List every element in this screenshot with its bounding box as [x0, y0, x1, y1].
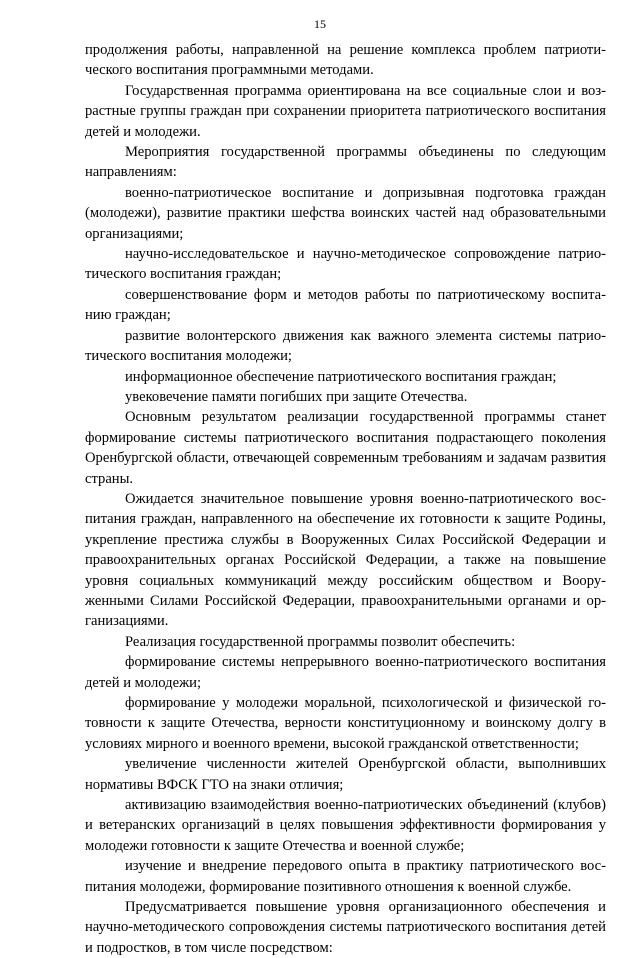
list-item-best-practices: изучение и внедрение передового опыта в практику патриотического воспитания молодежи, формирование позитивного отношения к военной службе.	[85, 858, 606, 895]
paragraph-program-orientation: Государственная программа ориентирована на все социальные слои и возрастные группы граждан при сохранении приоритета патриотического воспитания детей и молодежи.	[85, 82, 606, 140]
list-item-gto-norms: увеличение численности жителей Оренбургской области, выполнивших нормативы ВФСК ГТО на знаки отличия;	[85, 756, 606, 793]
list-item-continuous-system: формирование системы непрерывного военно-патриотического воспитания детей и молодежи;	[85, 654, 606, 691]
paragraph-program-outcomes-intro: Реализация государственной программы позволит обеспечить:	[125, 633, 516, 650]
list-item-memory-perpetuation: увековечение памяти погибших при защите Отечества.	[125, 388, 468, 405]
page-number: 15	[314, 17, 326, 31]
list-item-volunteer-movement: развитие волонтерского движения как важного элемента системы патриотического воспитания молодежи;	[85, 327, 606, 365]
list-item-information-support: информационное обеспечение патриотического воспитания граждан;	[125, 368, 557, 385]
paragraph-continuation: продолжения работы, направленной на решение комплекса проблем патриотического воспитания программными методами.	[85, 42, 606, 79]
paragraph-activity-directions-intro: Мероприятия государственной программы объединены по следующим направлениям:	[85, 144, 606, 181]
list-item-club-cooperation: активизацию взаимодействия военно-патриотических объединений (клубов) и ветеранских организаций в целях повышения эффективности формирования у молодежи готовности к защите Отечества и военной службе;	[85, 797, 606, 854]
list-item-improving-methods: совершенствование форм и методов работы по патриотическому воспитанию граждан;	[85, 286, 606, 324]
list-item-research-support: научно-исследовательское и научно-методическое сопровождение патриотического воспитания граждан;	[85, 246, 606, 283]
paragraph-organizational-support: Предусматривается повышение уровня организационного обеспечения и научно-методического сопровождения системы патриотического воспитания детей и подростков, в том числе посредством:	[85, 899, 606, 956]
paragraph-main-result: Основным результатом реализации государственной программы станет формирование системы патриотического воспитания подрастающего поколения Оренбургской области, отвечающей современным требованиям и задачам развития страны.	[85, 409, 606, 487]
list-item-military-patriotic-education: военно-патриотическое воспитание и допризывная подготовка граждан (молодежи), развитие практики шефства воинских частей над образовательными организациями;	[85, 184, 606, 242]
page-body	[85, 40, 606, 958]
list-item-youth-readiness: формирование у молодежи моральной, психологической и физической готовности к защите Отечества, верности конституционному и воинскому долгу в условиях мирного и военного времени, высокой гражданской ответственности;	[85, 695, 606, 752]
paragraph-expected-increase: Ожидается значительное повышение уровня военно-патриотического воспитания граждан, направленного на обеспечение их готовности к защите Родины, укрепление престижа службы в Вооруженных Силах Российской Федерации и правоохранительных органах Российской Федерации, а также на повышение уровня социальных коммуникаций между российским обществом и Вооруженными Силами Российской Федерации, правоохранительными органами и организациями.	[85, 490, 606, 630]
